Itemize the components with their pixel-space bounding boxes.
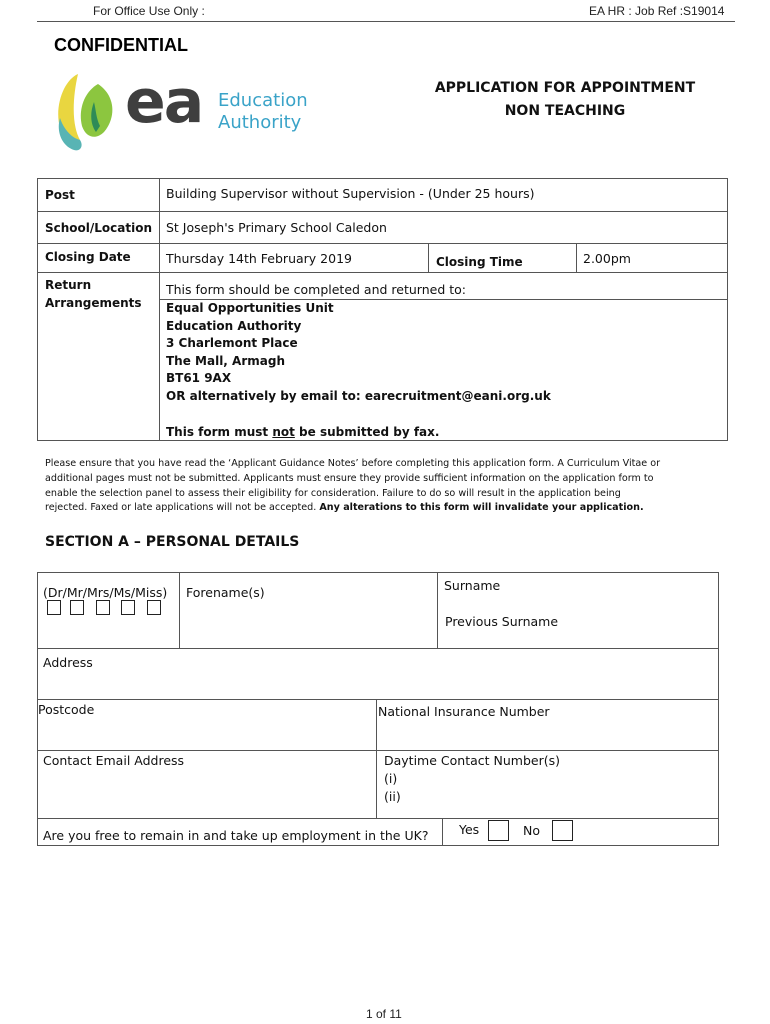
header-rule: [37, 21, 735, 22]
address-label: Address: [43, 655, 93, 670]
fax-notice-prefix: This form must: [166, 425, 273, 439]
return-label-2: Arrangements: [45, 296, 142, 310]
form-title-line1: APPLICATION FOR APPOINTMENT: [434, 80, 696, 96]
phone-ii-label: (ii): [384, 789, 401, 804]
closing-time-value: 2.00pm: [583, 251, 631, 266]
section-a-title: SECTION A – PERSONAL DETAILS: [45, 534, 300, 550]
guidance-warning: Any alterations to this form will invalidate your application.: [319, 502, 644, 514]
fax-notice-not: not: [272, 425, 295, 439]
school-value: St Joseph's Primary School Caledon: [166, 220, 387, 235]
form-title-line2: NON TEACHING: [504, 103, 626, 119]
yes-checkbox[interactable]: [488, 820, 509, 841]
phone-label: Daytime Contact Number(s): [384, 753, 560, 768]
phone-i-label: (i): [384, 771, 398, 786]
leaf-logo-icon: [50, 66, 130, 154]
title-checkbox-ms[interactable]: [121, 600, 135, 615]
fax-notice-suffix: be submitted by fax.: [294, 425, 440, 439]
post-label: Post: [45, 188, 75, 202]
title-checkbox-dr[interactable]: [47, 600, 61, 615]
office-use-label: For Office Use Only :: [93, 4, 205, 18]
email-label: Contact Email Address: [43, 753, 185, 768]
logo-ea-text: ea: [125, 67, 203, 137]
confidential-heading: CONFIDENTIAL: [54, 35, 188, 55]
email-field[interactable]: [39, 770, 375, 817]
address-line: The Mall, Armagh: [166, 353, 285, 368]
form-title: [415, 77, 715, 123]
ni-number-label: National Insurance Number: [378, 704, 550, 719]
surname-label: Surname: [444, 578, 501, 593]
school-label: School/Location: [45, 221, 153, 235]
closing-time-label: Closing Time: [436, 255, 523, 269]
ea-logo: [42, 64, 327, 152]
forename-field[interactable]: [180, 606, 436, 648]
surname-field[interactable]: [438, 596, 718, 614]
return-label-1: Return: [45, 278, 92, 292]
no-checkbox[interactable]: [552, 820, 573, 841]
address-line: Equal Opportunities Unit: [166, 301, 334, 315]
previous-surname-label: Previous Surname: [445, 614, 559, 629]
return-intro: This form should be completed and returned to:: [166, 282, 466, 297]
title-label: (Dr/Mr/Mrs/Ms/Miss): [43, 585, 168, 600]
postcode-label: Postcode: [38, 702, 95, 717]
guidance-line: additional pages must not be submitted. Applicants must ensure they provide sufficient information on the application form to: [45, 472, 654, 484]
page-number: 1 of 11: [366, 1007, 402, 1021]
guidance-line: [45, 501, 725, 516]
title-checkbox-mrs[interactable]: [96, 600, 110, 615]
guidance-line: Please ensure that you have read the ‘Applicant Guidance Notes’ before completing this application form. A Curriculum Vitae or: [45, 458, 661, 469]
job-ref: EA HR : Job Ref :S19014: [589, 4, 725, 18]
logo-education-text: Education: [218, 90, 308, 111]
yes-label: Yes: [459, 822, 480, 837]
fax-notice: [166, 424, 439, 442]
closing-date-value: Thursday 14th February 2019: [166, 251, 352, 266]
closing-date-label: Closing Date: [45, 250, 131, 264]
guidance-plain: rejected. Faxed or late applications will not be accepted.: [45, 502, 320, 514]
address-line: BT61 9AX: [166, 371, 232, 385]
forename-label: Forename(s): [186, 585, 265, 600]
post-value: Building Supervisor without Supervision - (Under 25 hours): [166, 186, 535, 201]
guidance-line: enable the selection panel to assess their eligibility for consideration. Failure to do so will result in the application being: [45, 487, 621, 499]
guidance-paragraph: [45, 457, 725, 516]
address-line: Education Authority: [166, 318, 302, 333]
no-label: No: [523, 823, 540, 838]
logo-authority-text: Authority: [218, 112, 302, 133]
address-field[interactable]: [100, 650, 717, 698]
title-checkbox-miss[interactable]: [147, 600, 161, 615]
address-line: 3 Charlemont Place: [166, 336, 298, 350]
uk-eligibility-question: Are you free to remain in and take up employment in the UK?: [43, 828, 429, 843]
email-address-line: OR alternatively by email to: earecruitment@eani.org.uk: [166, 388, 551, 403]
title-checkbox-mr[interactable]: [70, 600, 84, 615]
return-address: [166, 300, 551, 405]
